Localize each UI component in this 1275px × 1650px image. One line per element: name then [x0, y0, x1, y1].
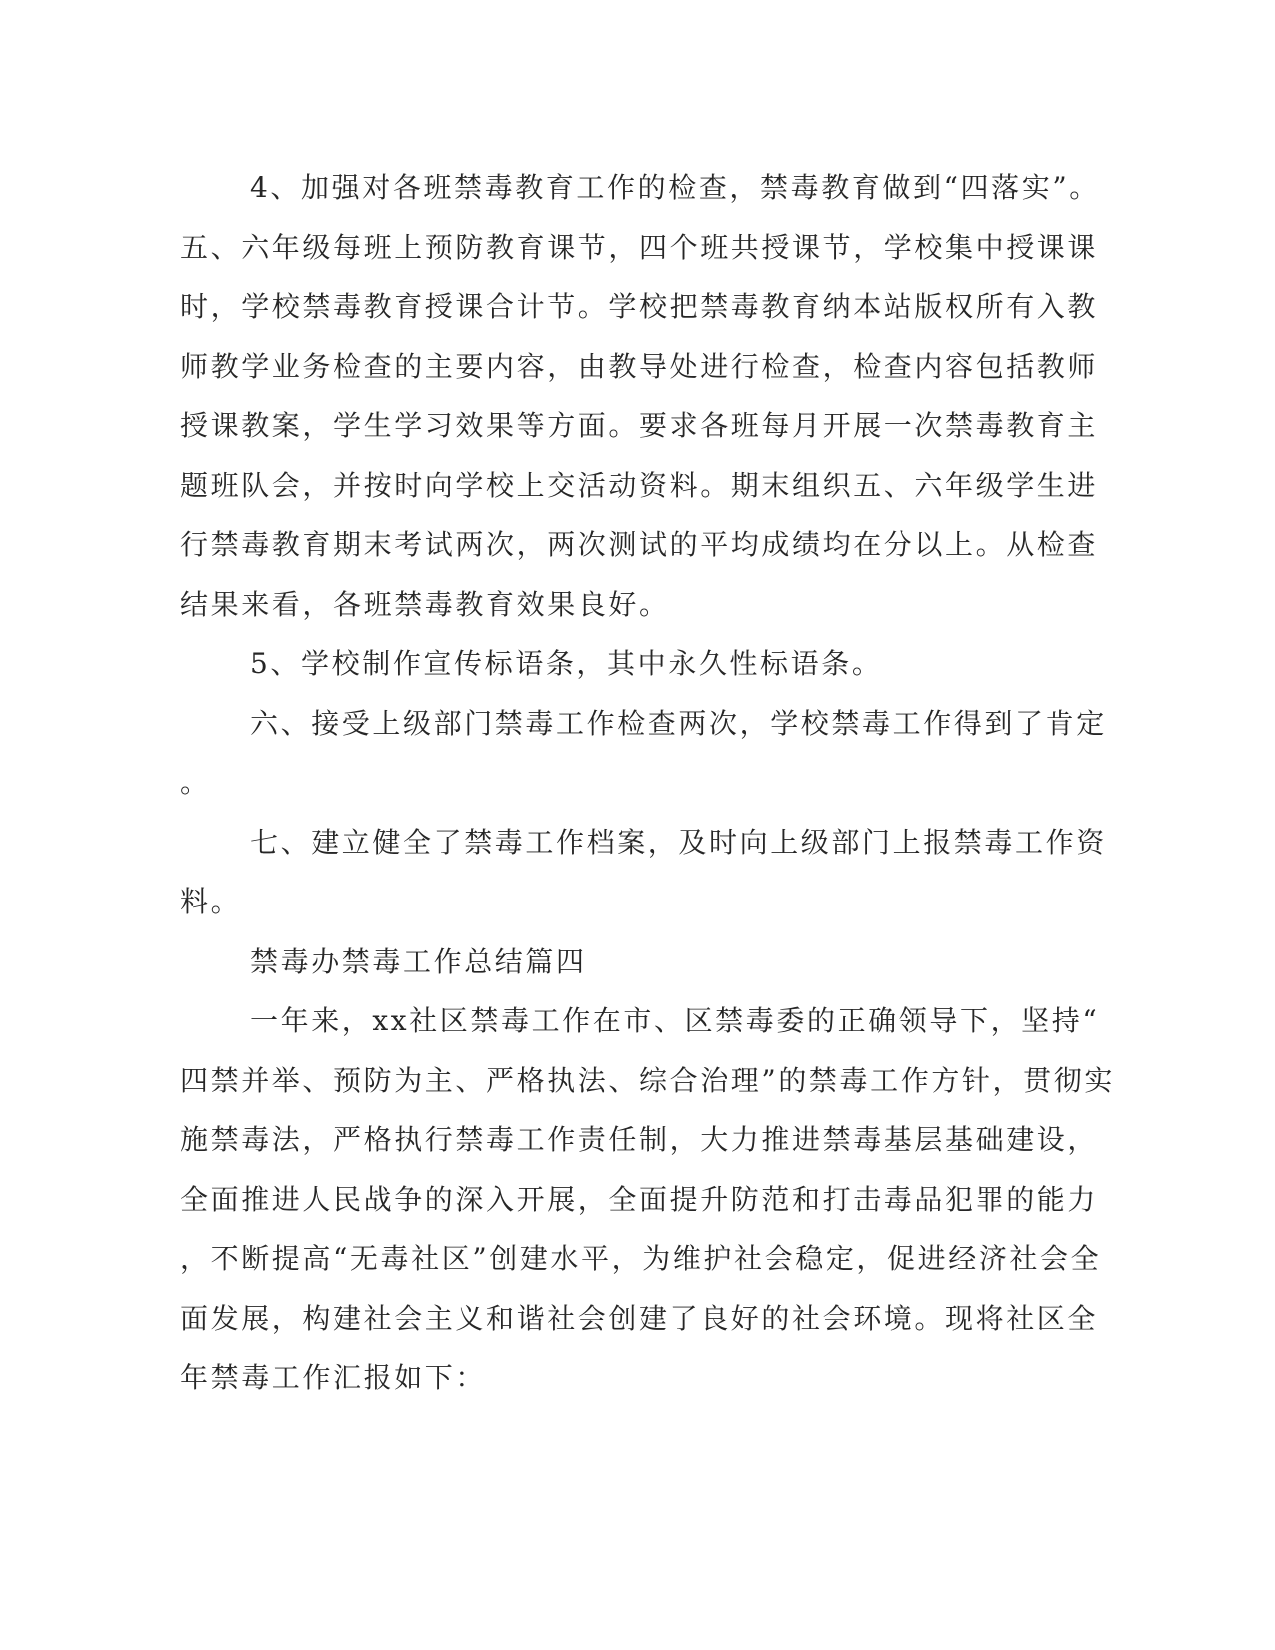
- text-line: 。: [180, 766, 211, 799]
- text-line: 料。: [180, 885, 242, 918]
- text-line: 题班队会，并按时向学校上交活动资料。期末组织五、六年级学生进: [180, 468, 1099, 502]
- text-line: 结果来看，各班禁毒教育效果良好。: [180, 587, 670, 621]
- text-line: 一年来，xx社区禁毒工作在市、区禁毒委的正确领导下，坚持“: [250, 1004, 1100, 1037]
- text-line: 七、建立健全了禁毒工作档案，及时向上级部门上报禁毒工作资: [250, 825, 1107, 859]
- text-line: 师教学业务检查的主要内容，由教导处进行检查，检查内容包括教师: [180, 349, 1099, 383]
- text-line: 行禁毒教育期末考试两次，两次测试的平均成绩均在分以上。从检查: [180, 528, 1099, 561]
- text-line: 年禁毒工作汇报如下：: [180, 1361, 487, 1394]
- text-line: 四禁并举、预防为主、严格执法、综合治理”的禁毒工作方针，贯彻实: [180, 1063, 1115, 1097]
- text-line: 4、加强对各班禁毒教育工作的检查，禁毒教育做到“四落实”。: [250, 171, 1100, 204]
- document-body: [180, 158, 1115, 1408]
- text-line: 施禁毒法，严格执行禁毒工作责任制，大力推进禁毒基层基础建设，: [180, 1123, 1099, 1156]
- text-line: 时，学校禁毒教育授课合计节。学校把禁毒教育纳本站版权所有入教: [180, 290, 1099, 323]
- text-line: 六、接受上级部门禁毒工作检查两次，学校禁毒工作得到了肯定: [250, 706, 1107, 740]
- text-line: 全面推进人民战争的深入开展，全面提升防范和打击毒品犯罪的能力: [180, 1182, 1099, 1216]
- text-line: 禁毒办禁毒工作总结篇四: [250, 944, 587, 978]
- text-line: 五、六年级每班上预防教育课节，四个班共授课节，学校集中授课课: [180, 230, 1099, 264]
- text-line: 面发展，构建社会主义和谐社会创建了良好的社会环境。现将社区全: [180, 1301, 1099, 1335]
- text-line: 5、学校制作宣传标语条，其中永久性标语条。: [250, 647, 883, 680]
- text-line: 授课教案，学生学习效果等方面。要求各班每月开展一次禁毒教育主: [180, 409, 1099, 442]
- text-line: ，不断提高“无毒社区”创建水平，为维护社会稳定，促进经济社会全: [180, 1242, 1102, 1275]
